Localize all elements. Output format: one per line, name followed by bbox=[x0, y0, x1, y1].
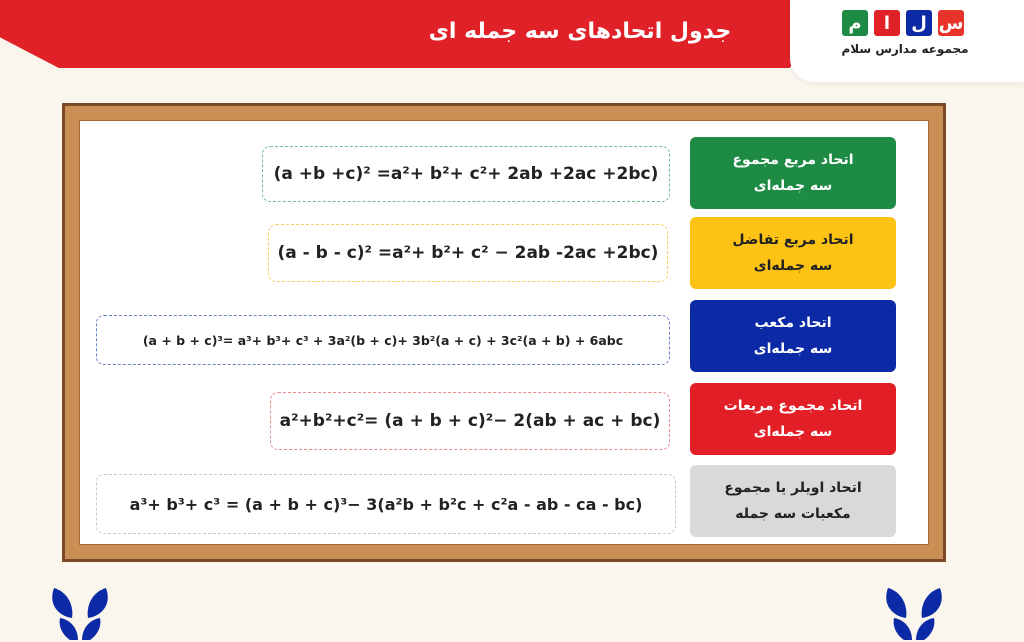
row-3-formula-text: (a + b + c)³= a³+ b³+ c³ + 3a²(b + c)+ 3b²(a + c) + 3c²(a + b) + 6abc bbox=[142, 332, 624, 348]
logo-letter-meem: م bbox=[842, 10, 868, 36]
logo-letter-lam: ل bbox=[906, 10, 932, 36]
row-3-formula bbox=[96, 315, 670, 365]
page-title: جدول اتحادهای سه جمله ای bbox=[428, 19, 732, 44]
row-2-formula-text: (a - b - c)² =a²+ b²+ c² − 2ab -2ac +2bc) bbox=[277, 243, 659, 263]
row-4-formula-text: a²+b²+c²= (a + b + c)²− 2(ab + ac + bc) bbox=[279, 411, 661, 431]
row-2-label bbox=[690, 217, 896, 289]
row-4-formula bbox=[270, 392, 670, 450]
row-4-label-text: اتحاد مجموع مربعات سه جمله‌ای bbox=[723, 398, 863, 440]
logo[interactable] bbox=[790, 0, 1024, 82]
row-5-label-text: اتحاد اویلر یا مجموع مکعبات سه جمله bbox=[724, 480, 862, 522]
row-1-label-text: اتحاد مربع مجموع سه جمله‌ای bbox=[732, 152, 854, 194]
row-5-label bbox=[690, 465, 896, 537]
row-1-formula-text: (a +b +c)² =a²+ b²+ c²+ 2ab +2ac +2bc) bbox=[273, 164, 659, 184]
row-4-label bbox=[690, 383, 896, 455]
row-1-label bbox=[690, 137, 896, 209]
row-5-formula-text: a³+ b³+ c³ = (a + b + c)³− 3(a²b + b²c + c²a - ab - ca - bc) bbox=[129, 494, 643, 514]
row-5-formula bbox=[96, 474, 676, 534]
row-1-formula bbox=[262, 146, 670, 202]
logo-subtitle: مجموعه مدارس سلام bbox=[841, 42, 969, 56]
row-3-label bbox=[690, 300, 896, 372]
logo-letter-alef: ا bbox=[874, 10, 900, 36]
logo-letters bbox=[842, 10, 964, 36]
row-2-label-text: اتحاد مربع تفاضل سه جمله‌ای bbox=[732, 232, 854, 274]
leaf-decoration-right-icon bbox=[874, 578, 954, 642]
leaf-decoration-left-icon bbox=[40, 578, 120, 642]
row-3-label-text: اتحاد مکعب سه جمله‌ای bbox=[753, 315, 833, 357]
logo-letter-seen: س bbox=[938, 10, 964, 36]
row-2-formula bbox=[268, 224, 668, 282]
